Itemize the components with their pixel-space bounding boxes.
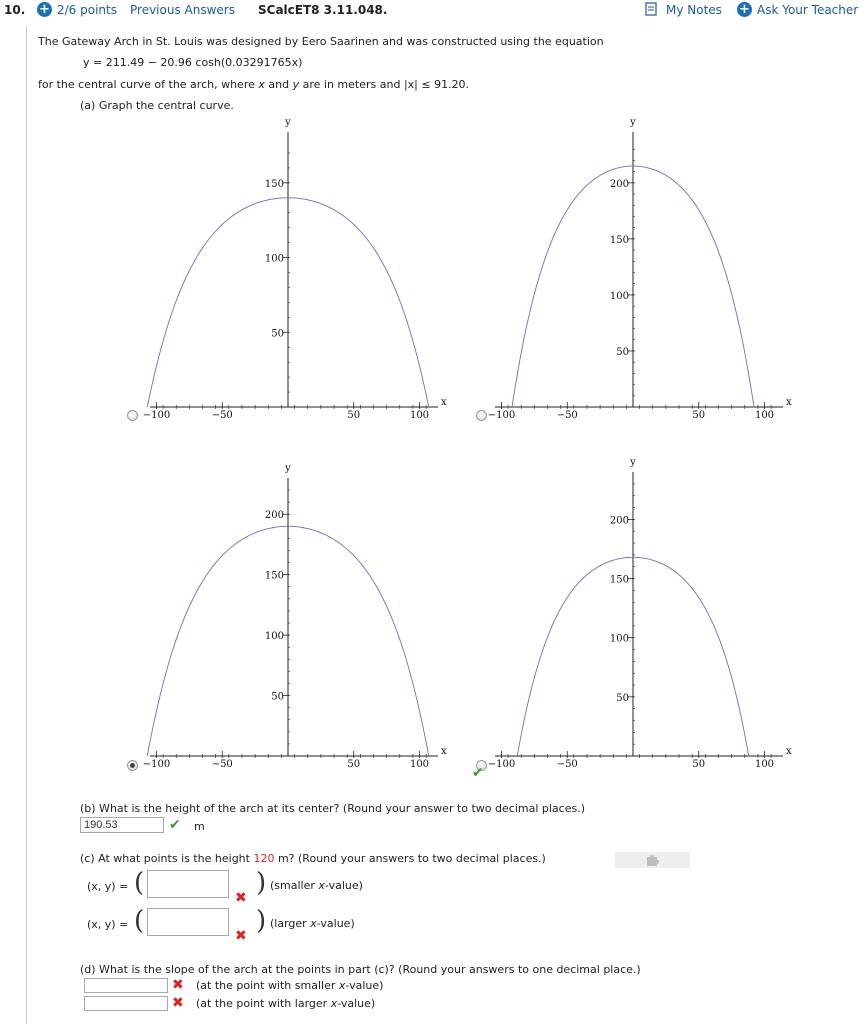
y-axis-label: y [285,463,291,474]
larger-slope-input[interactable] [84,996,168,1011]
note-post: -value) [316,917,355,930]
part-a-prompt: (a) Graph the central curve. [80,99,234,112]
smaller-slope-input[interactable] [84,978,168,993]
x-icon: ✖ [172,995,184,1011]
x-tick-label: −50 [556,759,578,770]
x-tick-label: −50 [211,410,233,421]
y-tick-label: 150 [264,178,284,190]
y-axis-label: y [630,117,636,128]
problem-id: SCalcET8 3.11.048. [258,3,388,17]
y-tick-label: 100 [264,631,284,643]
larger-point-input[interactable] [147,908,229,936]
y-tick-label: 50 [271,328,284,340]
note-var: x [330,997,338,1010]
y-tick-label: 100 [609,290,629,302]
smaller-point-input[interactable] [147,870,229,898]
x-tick-label: −100 [142,759,171,770]
y-axis-label: y [285,117,291,128]
condition-x: x [258,78,265,91]
paren-open: ( [134,868,145,898]
x-icon: ✖ [172,977,184,993]
point-label-2: (x, y) = [87,918,129,931]
x-tick-label: 100 [754,759,775,770]
x-tick-label: −100 [487,410,516,421]
condition-post: are in meters and [302,78,401,91]
height-answer-input[interactable]: 190.53 [80,817,164,833]
y-tick-label: 150 [609,234,629,246]
x-axis-label: x [786,397,792,408]
x-axis-label: x [786,746,792,757]
y-tick-label: 200 [264,510,284,522]
part-a-check-icon: ✔ [472,765,484,781]
hint-button[interactable] [615,852,690,868]
my-notes-link[interactable]: My Notes [666,3,722,17]
equation-text: y = 211.49 − 20.96 cosh(0.03291765x) [83,56,303,69]
y-tick-label: 100 [264,253,284,265]
paren-close: ) [256,868,267,898]
part-c-prompt-post: m? (Round your answers to two decimal places.) [277,852,546,865]
x-axis-label: x [441,397,447,408]
note-var: x [318,879,325,892]
note-post: -value) [337,997,376,1010]
height-unit: m [194,820,205,833]
note-pre: (at the point with larger [196,997,328,1010]
condition-and: and [268,78,290,91]
note-post: -value) [345,979,384,992]
note-pre: (at the point with smaller [196,979,336,992]
part-c-prompt [80,852,546,865]
x-tick-label: −100 [487,759,516,770]
ask-teacher-link[interactable]: Ask Your Teacher [757,3,859,17]
x-tick-label: 100 [409,410,430,421]
condition-text: for the central curve of the arch, where [38,78,255,91]
note-var: x [310,917,317,930]
previous-answers-link[interactable]: Previous Answers [130,3,235,17]
note-post: -value) [324,879,363,892]
problem-intro: The Gateway Arch in St. Louis was designed by Eero Saarinen and was constructed using the equation [38,35,604,48]
y-tick-label: 50 [616,692,629,704]
y-tick-label: 150 [609,574,629,586]
y-tick-label: 100 [609,633,629,645]
paren-close: ) [256,906,267,936]
x-tick-label: 50 [692,759,706,770]
part-d-prompt: (d) What is the slope of the arch at the points in part (c)? (Round your answers to one decimal place.) [80,963,641,976]
points-link[interactable]: 2/6 points [57,3,117,17]
x-axis-label: x [441,746,447,757]
point-label-1: (x, y) = [87,880,129,893]
y-tick-label: 200 [609,515,629,527]
part-b-prompt: (b) What is the height of the arch at its center? (Round your answer to two decimal places.) [80,802,586,815]
x-tick-label: 100 [409,759,430,770]
x-icon: ✖ [235,890,247,906]
smaller-note [270,879,363,892]
x-tick-label: 50 [347,410,361,421]
note-pre: (larger [270,917,307,930]
part-c-height: 120 [253,852,275,865]
smaller-slope-note [196,979,383,992]
x-tick-label: −50 [211,759,233,770]
x-icon: ✖ [235,928,247,944]
y-tick-label: 200 [609,178,629,190]
x-tick-label: 50 [692,410,706,421]
plus-icon[interactable]: + [37,2,52,17]
condition-abs: |x| ≤ 91.20. [403,78,470,91]
x-tick-label: −50 [556,410,578,421]
puzzle-icon [645,854,659,866]
note-pre: (smaller [270,879,315,892]
larger-note [270,917,355,930]
question-number: 10. [4,3,26,17]
y-tick-label: 150 [264,570,284,582]
part-c-prompt-pre: (c) At what points is the height [80,852,250,865]
larger-slope-note [196,997,375,1010]
y-tick-label: 50 [271,691,284,703]
note-var: x [338,979,346,992]
condition-y: y [292,78,300,91]
check-icon: ✔ [169,817,181,833]
x-tick-label: 100 [754,410,775,421]
x-tick-label: −100 [142,410,171,421]
x-tick-label: 50 [347,759,361,770]
y-tick-label: 50 [616,346,629,358]
paren-open: ( [134,906,145,936]
plus-icon[interactable]: + [737,2,752,17]
y-axis-label: y [630,457,636,468]
